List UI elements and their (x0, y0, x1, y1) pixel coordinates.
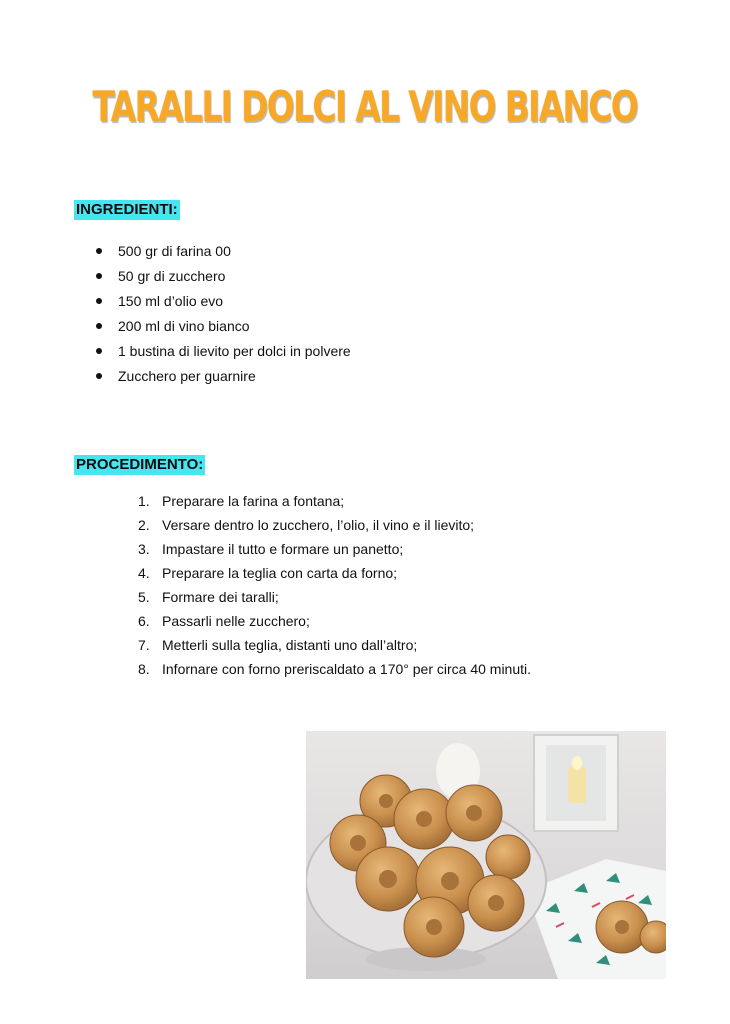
bullet-icon (96, 273, 102, 279)
taralli-illustration (306, 731, 666, 979)
procedure-step (138, 586, 531, 610)
procedure-step (138, 538, 531, 562)
step-number: 2. (138, 517, 150, 533)
procedure-step (138, 634, 531, 658)
taralli-photo (306, 731, 666, 979)
procedure-step (138, 562, 531, 586)
ingredient-item (96, 290, 351, 315)
ingredient-text: Zucchero per guarnire (118, 368, 256, 384)
ingredient-text: 50 gr di zucchero (118, 268, 226, 284)
ingredient-item (96, 265, 351, 290)
procedure-step (138, 610, 531, 634)
step-text: Impastare il tutto e formare un panetto; (162, 541, 404, 557)
ingredient-text: 150 ml d’olio evo (118, 293, 224, 309)
bullet-icon (96, 323, 102, 329)
ingredient-item (96, 340, 351, 365)
step-number: 6. (138, 613, 150, 629)
step-number: 4. (138, 565, 150, 581)
step-number: 5. (138, 589, 150, 605)
procedure-step (138, 490, 531, 514)
ingredient-text: 200 ml di vino bianco (118, 318, 250, 334)
step-number: 7. (138, 637, 150, 653)
ingredient-text: 1 bustina di lievito per dolci in polvere (118, 343, 351, 359)
procedure-heading: PROCEDIMENTO: (76, 456, 204, 473)
page-title: TARALLI DOLCI AL VINO BIANCO (92, 82, 638, 131)
step-text: Infornare con forno preriscaldato a 170° per circa 40 minuti. (162, 661, 532, 677)
ingredients-heading: INGREDIENTI: (76, 201, 178, 218)
step-number: 8. (138, 661, 150, 677)
procedure-step (138, 514, 531, 538)
step-text: Metterli sulla teglia, distanti uno dall’altro; (162, 637, 418, 653)
procedure-steps (138, 490, 531, 682)
ingredient-text: 500 gr di farina 00 (118, 243, 231, 259)
bullet-icon (96, 248, 102, 254)
step-text: Formare dei taralli; (162, 589, 279, 605)
lantern-icon (534, 735, 618, 831)
step-text: Versare dentro lo zucchero, l’olio, il vino e il lievito; (162, 517, 475, 533)
bullet-icon (96, 348, 102, 354)
bullet-icon (96, 298, 102, 304)
step-number: 1. (138, 493, 150, 509)
step-number: 3. (138, 541, 150, 557)
step-text: Preparare la farina a fontana; (162, 493, 345, 509)
step-text: Passarli nelle zucchero; (162, 613, 310, 629)
bullet-icon (96, 373, 102, 379)
ingredient-item (96, 365, 351, 390)
ingredient-item (96, 240, 351, 265)
step-text: Preparare la teglia con carta da forno; (162, 565, 398, 581)
ingredient-item (96, 315, 351, 340)
ingredients-list (96, 240, 351, 390)
procedure-step (138, 658, 531, 682)
